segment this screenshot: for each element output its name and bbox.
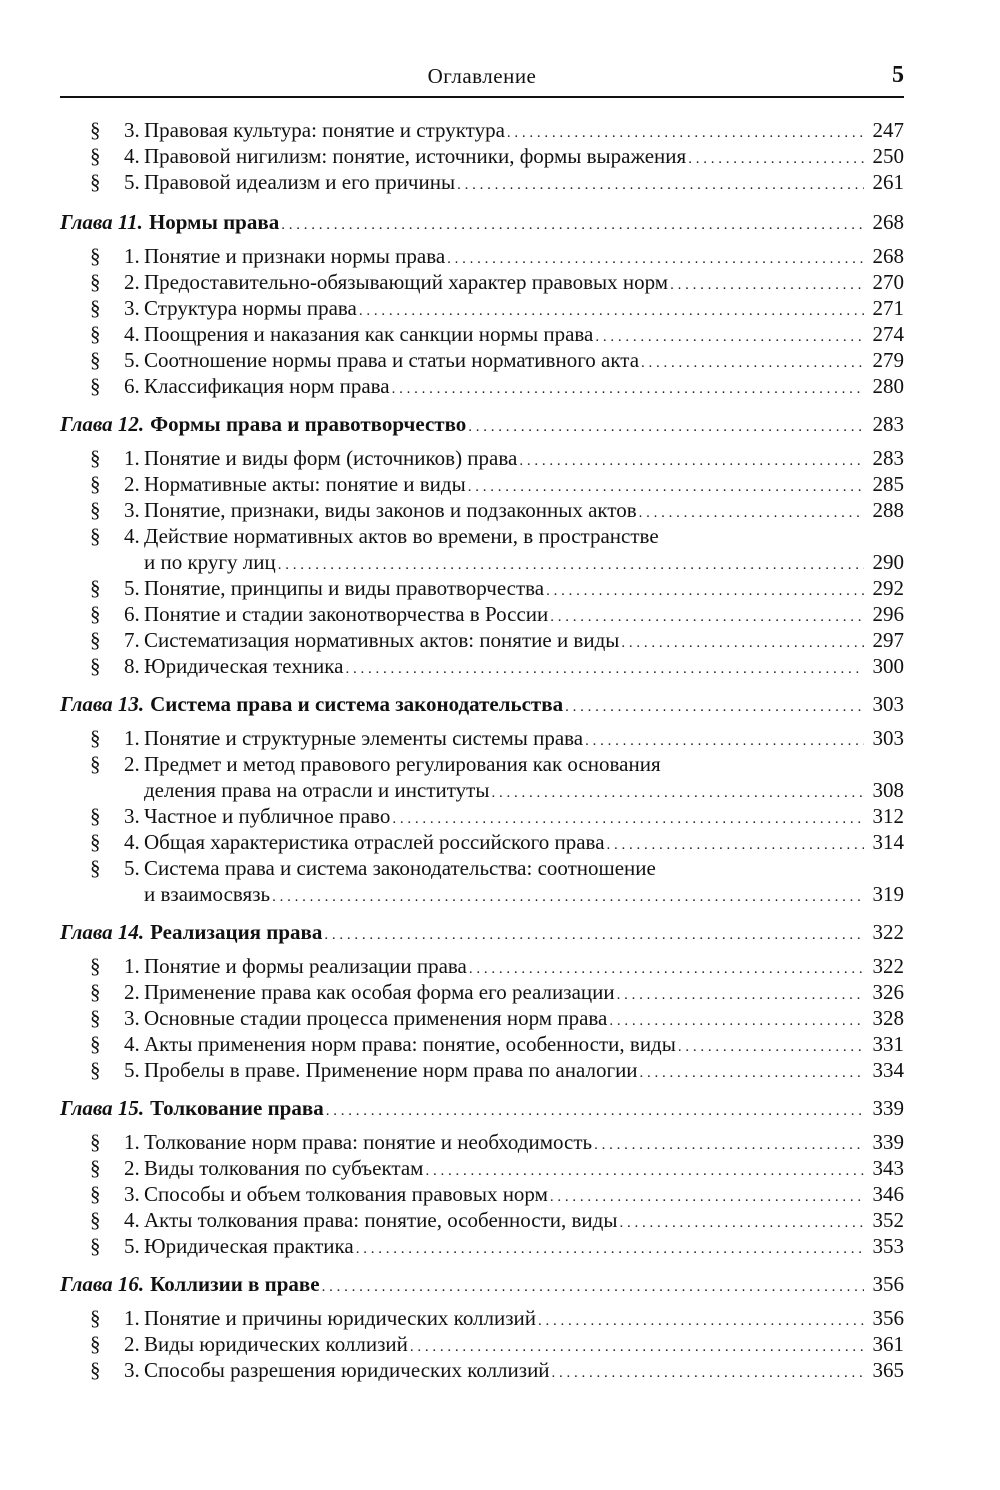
section-number: 5.: [124, 856, 140, 880]
toc-section-row[interactable]: [60, 627, 904, 653]
section-number: 5.: [124, 1058, 140, 1082]
section-number: 5.: [124, 348, 140, 372]
toc-section-row[interactable]: [60, 953, 904, 979]
section-title: Толкование норм права: понятие и необходимость: [144, 1130, 593, 1154]
page-number: 285: [872, 472, 904, 496]
toc-section-row[interactable]: [60, 373, 904, 399]
page-number: 261: [872, 170, 904, 194]
dot-leader: [594, 1132, 864, 1158]
chapter-label: Глава 16.: [60, 1272, 145, 1296]
section-number: 4.: [124, 322, 140, 346]
page-number: 322: [872, 920, 904, 944]
page-number: 356: [872, 1272, 904, 1296]
section-number: 4.: [124, 524, 140, 548]
section-title: Понятие и стадии законотворчества в России: [144, 602, 549, 626]
toc-section-row[interactable]: [60, 169, 904, 195]
dot-leader: [272, 884, 864, 910]
header-title: Оглавление: [427, 64, 537, 88]
section-number: 3.: [124, 804, 140, 828]
page-number: 346: [872, 1182, 904, 1206]
page-number: 296: [872, 602, 904, 626]
toc-chapter-row[interactable]: [60, 1095, 904, 1121]
section-sign: §: [90, 144, 101, 168]
toc-section-row[interactable]: [60, 751, 904, 777]
toc-section-row[interactable]: [60, 979, 904, 1005]
toc-chapter-row[interactable]: [60, 691, 904, 717]
section-number: 3.: [124, 498, 140, 522]
section-title: Понятие и формы реализации права: [144, 954, 467, 978]
section-title: Юридическая практика: [144, 1234, 354, 1258]
toc-section-row[interactable]: [60, 803, 904, 829]
section-number: 5.: [124, 170, 140, 194]
section-title: Правовая культура: понятие и структура: [144, 118, 505, 142]
section-sign: §: [90, 1234, 101, 1258]
toc-section-row[interactable]: [60, 1331, 904, 1357]
chapter-label: Глава 12.: [60, 412, 145, 436]
section-title: Пробелы в праве. Применение норм права по аналогии: [144, 1058, 638, 1082]
section-title: Акты применения норм права: понятие, особенности, виды: [144, 1032, 676, 1056]
toc-section-row[interactable]: [60, 1057, 904, 1083]
toc-section-row[interactable]: [60, 1155, 904, 1181]
toc-section-row[interactable]: [60, 269, 904, 295]
section-sign: §: [90, 472, 101, 496]
section-sign: §: [90, 1130, 101, 1154]
section-title: Предмет и метод правового регулирования как основания: [144, 752, 661, 776]
page-number: 365: [872, 1358, 904, 1382]
toc-section-row[interactable]: [60, 523, 904, 549]
section-number: 3.: [124, 1006, 140, 1030]
page-number: 339: [872, 1130, 904, 1154]
toc-section-row[interactable]: [60, 117, 904, 143]
page-number: 319: [872, 882, 904, 906]
dot-leader: [356, 1236, 864, 1262]
page-number: 308: [872, 778, 904, 802]
page-number: 288: [872, 498, 904, 522]
toc-chapter-row[interactable]: [60, 919, 904, 945]
toc-section-row[interactable]: [60, 653, 904, 679]
dot-leader: [688, 146, 864, 172]
section-sign: §: [90, 804, 101, 828]
section-title: Понятие и структурные элементы системы права: [144, 726, 584, 750]
section-sign: §: [90, 628, 101, 652]
section-number: 1.: [124, 726, 140, 750]
page-number: 280: [872, 374, 904, 398]
section-title-continuation: деления права на отрасли и институты: [144, 778, 490, 802]
section-number: 4.: [124, 830, 140, 854]
toc-section-row[interactable]: [60, 575, 904, 601]
toc-chapter-row[interactable]: [60, 209, 904, 235]
toc-section-row[interactable]: [60, 1207, 904, 1233]
header-page-number: 5: [892, 62, 904, 88]
section-title: Понятие и виды форм (источников) права: [144, 446, 518, 470]
toc-section-row[interactable]: [60, 725, 904, 751]
page-number: 300: [872, 654, 904, 678]
section-sign: §: [90, 654, 101, 678]
page-number: 352: [872, 1208, 904, 1232]
section-title: Способы и объем толкования правовых норм: [144, 1182, 548, 1206]
page-number: 328: [872, 1006, 904, 1030]
table-of-contents: [60, 117, 904, 1383]
section-sign: §: [90, 498, 101, 522]
section-number: 1.: [124, 1130, 140, 1154]
section-title: Понятие, принципы и виды правотворчества: [144, 576, 545, 600]
dot-leader: [552, 1360, 864, 1386]
page-number: 334: [872, 1058, 904, 1082]
section-sign: §: [90, 348, 101, 372]
section-sign: §: [90, 118, 101, 142]
chapter-title: Толкование права: [150, 1096, 324, 1120]
dot-leader: [468, 414, 864, 440]
section-sign: §: [90, 244, 101, 268]
toc-section-continuation[interactable]: [60, 549, 904, 575]
section-sign: §: [90, 1006, 101, 1030]
section-title: Применение права как особая форма его реализации: [144, 980, 615, 1004]
chapter-label: Глава 15.: [60, 1096, 145, 1120]
section-number: 6.: [124, 374, 140, 398]
section-number: 1.: [124, 244, 140, 268]
section-sign: §: [90, 1058, 101, 1082]
section-number: 1.: [124, 446, 140, 470]
dot-leader: [621, 630, 864, 656]
section-title: Способы разрешения юридических коллизий: [144, 1358, 550, 1382]
toc-section-continuation[interactable]: [60, 777, 904, 803]
page-number: 274: [872, 322, 904, 346]
section-sign: §: [90, 270, 101, 294]
section-number: 2.: [124, 1156, 140, 1180]
dot-leader: [538, 1308, 864, 1334]
chapter-label: Глава 11.: [60, 210, 143, 234]
section-sign: §: [90, 170, 101, 194]
section-title: Понятие и признаки нормы права: [144, 244, 446, 268]
chapter-title: Формы права и правотворчество: [150, 412, 467, 436]
dot-leader: [519, 448, 864, 474]
toc-section-row[interactable]: [60, 497, 904, 523]
section-number: 4.: [124, 144, 140, 168]
page-number: 314: [872, 830, 904, 854]
section-sign: §: [90, 322, 101, 346]
section-title: Основные стадии процесса применения норм права: [144, 1006, 608, 1030]
page-number: 343: [872, 1156, 904, 1180]
page-number: 312: [872, 804, 904, 828]
section-sign: §: [90, 576, 101, 600]
section-sign: §: [90, 1306, 101, 1330]
toc-section-row[interactable]: [60, 601, 904, 627]
section-sign: §: [90, 1208, 101, 1232]
dot-leader: [324, 922, 864, 948]
page-number: 353: [872, 1234, 904, 1258]
toc-section-row[interactable]: [60, 855, 904, 881]
toc-section-row[interactable]: [60, 1031, 904, 1057]
dot-leader: [457, 172, 864, 198]
section-sign: §: [90, 1358, 101, 1382]
page-number: 361: [872, 1332, 904, 1356]
dot-leader: [678, 1034, 864, 1060]
dot-leader: [639, 500, 864, 526]
dot-leader: [346, 656, 865, 682]
section-number: 4.: [124, 1208, 140, 1232]
section-number: 3.: [124, 1182, 140, 1206]
section-sign: §: [90, 726, 101, 750]
page-number: 331: [872, 1032, 904, 1056]
section-sign: §: [90, 1332, 101, 1356]
dot-leader: [617, 982, 864, 1008]
section-title: Предоставительно-обязывающий характер правовых норм: [144, 270, 669, 294]
section-sign: §: [90, 374, 101, 398]
section-sign: §: [90, 602, 101, 626]
page-number: 268: [872, 210, 904, 234]
page-number: 339: [872, 1096, 904, 1120]
section-sign: §: [90, 830, 101, 854]
section-number: 2.: [124, 270, 140, 294]
section-number: 2.: [124, 1332, 140, 1356]
dot-leader: [619, 1210, 864, 1236]
dot-leader: [546, 578, 864, 604]
section-title: Система права и система законодательства: соотношение: [144, 856, 656, 880]
section-title: Правовой нигилизм: понятие, источники, формы выражения: [144, 144, 687, 168]
section-number: 5.: [124, 576, 140, 600]
toc-section-row[interactable]: [60, 1005, 904, 1031]
chapter-label: Глава 14.: [60, 920, 145, 944]
section-title: Понятие, признаки, виды законов и подзаконных актов: [144, 498, 637, 522]
section-title: Поощрения и наказания как санкции нормы права: [144, 322, 594, 346]
chapter-title: Коллизии в праве: [150, 1272, 320, 1296]
page-number: 271: [872, 296, 904, 320]
section-title: Структура нормы права: [144, 296, 357, 320]
page-number: 283: [872, 412, 904, 436]
section-title: Систематизация нормативных актов: понятие и виды: [144, 628, 620, 652]
toc-section-row[interactable]: [60, 1233, 904, 1259]
section-title-continuation: и по кругу лиц: [144, 550, 276, 574]
section-sign: §: [90, 1032, 101, 1056]
section-sign: §: [90, 856, 101, 880]
running-header: [60, 62, 904, 98]
page-number: 268: [872, 244, 904, 268]
toc-section-row[interactable]: [60, 829, 904, 855]
dot-leader: [281, 212, 864, 238]
section-title: Юридическая техника: [144, 654, 344, 678]
dot-leader: [392, 376, 864, 402]
section-sign: §: [90, 1156, 101, 1180]
dot-leader: [670, 272, 864, 298]
section-number: 1.: [124, 954, 140, 978]
toc-section-row[interactable]: [60, 1181, 904, 1207]
section-title-continuation: и взаимосвязь: [144, 882, 271, 906]
section-number: 4.: [124, 1032, 140, 1056]
section-number: 2.: [124, 752, 140, 776]
page-number: 279: [872, 348, 904, 372]
section-sign: §: [90, 524, 101, 548]
section-title: Частное и публичное право: [144, 804, 391, 828]
section-number: 6.: [124, 602, 140, 626]
section-title: Классификация норм права: [144, 374, 390, 398]
dot-leader: [641, 350, 864, 376]
page-number: 303: [872, 692, 904, 716]
toc-section-row[interactable]: [60, 347, 904, 373]
toc-section-row[interactable]: [60, 243, 904, 269]
page-number: 297: [872, 628, 904, 652]
section-number: 5.: [124, 1234, 140, 1258]
dot-leader: [322, 1274, 864, 1300]
toc-section-row[interactable]: [60, 1305, 904, 1331]
page-number: 326: [872, 980, 904, 1004]
section-title: Действие нормативных актов во времени, в пространстве: [144, 524, 659, 548]
toc-section-continuation[interactable]: [60, 881, 904, 907]
page-number: 250: [872, 144, 904, 168]
page-number: 247: [872, 118, 904, 142]
dot-leader: [640, 1060, 864, 1086]
dot-leader: [326, 1098, 864, 1124]
section-number: 3.: [124, 296, 140, 320]
section-sign: §: [90, 954, 101, 978]
page-number: 303: [872, 726, 904, 750]
toc-section-row[interactable]: [60, 143, 904, 169]
toc-chapter-row[interactable]: [60, 1271, 904, 1297]
section-title: Правовой идеализм и его причины: [144, 170, 456, 194]
page-number: 290: [872, 550, 904, 574]
chapter-label: Глава 13.: [60, 692, 145, 716]
toc-section-row[interactable]: [60, 1129, 904, 1155]
page-number: 270: [872, 270, 904, 294]
section-title: Понятие и причины юридических коллизий: [144, 1306, 537, 1330]
section-title: Соотношение нормы права и статьи нормативного акта: [144, 348, 640, 372]
section-sign: §: [90, 980, 101, 1004]
toc-chapter-row[interactable]: [60, 411, 904, 437]
chapter-title: Нормы права: [148, 210, 280, 234]
chapter-title: Реализация права: [150, 920, 323, 944]
section-sign: §: [90, 1182, 101, 1206]
section-number: 3.: [124, 118, 140, 142]
toc-section-row[interactable]: [60, 1357, 904, 1383]
section-title: Виды юридических коллизий: [144, 1332, 408, 1356]
page-number: 356: [872, 1306, 904, 1330]
toc-section-row[interactable]: [60, 471, 904, 497]
section-number: 2.: [124, 472, 140, 496]
section-number: 7.: [124, 628, 140, 652]
section-sign: §: [90, 446, 101, 470]
dot-leader: [491, 780, 864, 806]
toc-section-row[interactable]: [60, 445, 904, 471]
page-number: 322: [872, 954, 904, 978]
page-number: 292: [872, 576, 904, 600]
dot-leader: [565, 694, 864, 720]
section-number: 8.: [124, 654, 140, 678]
section-title: Нормативные акты: понятие и виды: [144, 472, 466, 496]
section-sign: §: [90, 752, 101, 776]
section-number: 1.: [124, 1306, 140, 1330]
toc-section-row[interactable]: [60, 321, 904, 347]
section-number: 3.: [124, 1358, 140, 1382]
section-title: Виды толкования по субъектам: [144, 1156, 424, 1180]
toc-section-row[interactable]: [60, 295, 904, 321]
page-number: 283: [872, 446, 904, 470]
section-sign: §: [90, 296, 101, 320]
section-number: 2.: [124, 980, 140, 1004]
chapter-title: Система права и система законодательства: [150, 692, 564, 716]
section-title: Акты толкования права: понятие, особенности, виды: [144, 1208, 618, 1232]
section-title: Общая характеристика отраслей российского права: [144, 830, 605, 854]
